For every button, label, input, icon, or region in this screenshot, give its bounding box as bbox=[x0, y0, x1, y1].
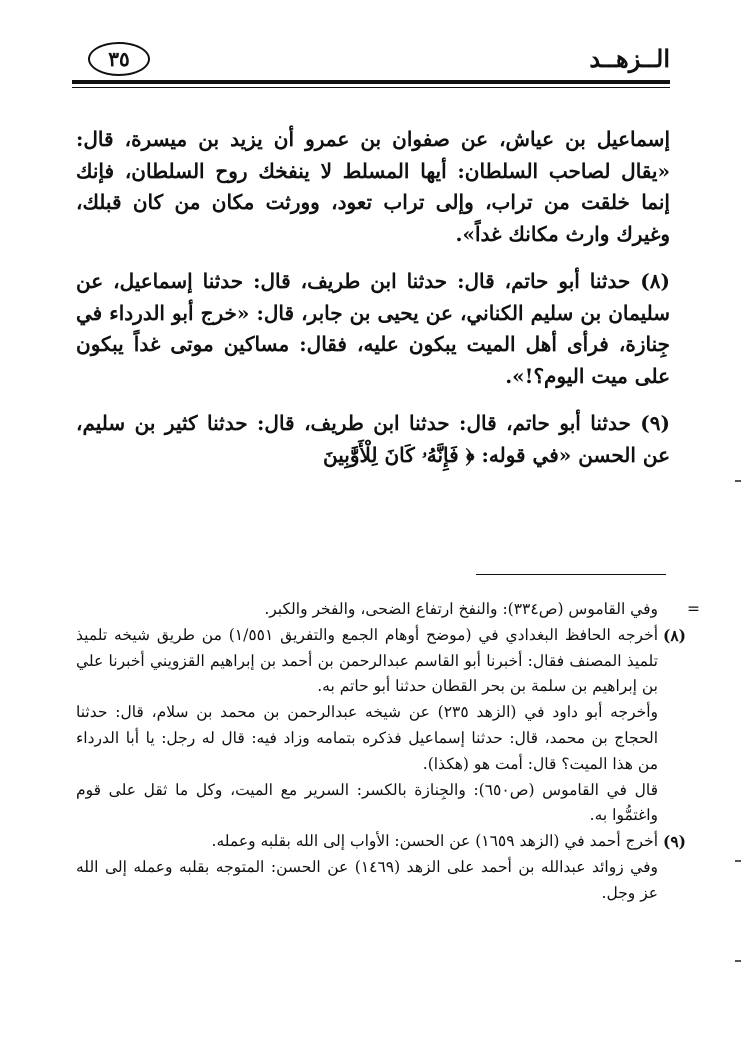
paragraph-3-text: (٩) حدثنا أبو حاتم، قال: حدثنا ابن طريف، قال: حدثنا كثير بن سليم، عن الحسن «في قوله: bbox=[76, 411, 670, 467]
footnote-8-line-1: أخرجه الحافظ البغدادي في (موضح أوهام الجمع والتفريق ١/٥٥١) من طريق شيخه تلميذ تلميذ المصنف فقال: أخبرنا أبو القاسم عبدالرحمن بن أحمد بن إبراهيم القزويني أخبرنا علي بن إبراهيم بن سلمة بن بحر القطان حدثنا أبو حاتم به. bbox=[76, 625, 658, 696]
margin-mark bbox=[735, 860, 741, 862]
footnote-9-marker: (٩) bbox=[662, 832, 686, 852]
page-number: ٣٥ bbox=[88, 42, 150, 76]
margin-mark bbox=[735, 960, 741, 962]
footnote-9-line-2: وفي زوائد عبدالله بن أحمد على الزهد (١٤٦٩) عن الحسن: المتوجه بقلبه وعمله إلى الله عز وجل. bbox=[76, 857, 658, 902]
footnote-8-line-3: قال في القاموس (ص٦٥٠): والجِنازة بالكسر: السرير مع الميت، وكل ما ثقل على قوم واغتمُّوا به. bbox=[76, 780, 658, 825]
paragraph-1: إسماعيل بن عياش، عن صفوان بن عمرو أن يزيد بن ميسرة، قال: «يقال لصاحب السلطان: أيها المسلط لا ينفخك روح السلطان، فإنك إنما خلقت من تراب، وإلى تراب تعود، وورثت مكان من كان قبلك، وغيرك وارث مكانك غداً». bbox=[76, 127, 670, 246]
continuation-marker: = bbox=[687, 600, 700, 618]
footnote-8-marker: (٨) bbox=[662, 625, 686, 645]
footnote-8 bbox=[76, 623, 686, 700]
running-title: الــزهــد bbox=[589, 44, 670, 73]
quran-verse: ﴿ فَإِنَّهُۥ كَانَ لِلْأَوَّٰبِينَ bbox=[323, 442, 475, 467]
footnotes bbox=[76, 597, 700, 907]
footnote-9-line-1: أخرج أحمد في (الزهد ١٦٥٩) عن الحسن: الأواب إلى الله بقلبه وعمله. bbox=[211, 832, 658, 851]
header-rule-thin bbox=[72, 87, 670, 88]
footnote-continuation bbox=[76, 597, 700, 623]
footnote-separator bbox=[476, 574, 666, 575]
footnote-8-line-2: وأخرجه أبو داود في (الزهد ٢٣٥) عن شيخه عبدالرحمن بن محمد بن سلام، قال: حدثنا الحجاج بن محمد، قال: حدثنا إسماعيل فذكره بتمامه وزاد فيه: قال له رجل: يا أبا الدرداء من هذا الميت؟ قال: أمت هو (هكذا). bbox=[76, 703, 658, 773]
page-header bbox=[72, 38, 670, 88]
header-rule-thick bbox=[72, 80, 670, 84]
paragraph-3 bbox=[76, 408, 670, 471]
paragraph-2: (٨) حدثنا أبو حاتم، قال: حدثنا ابن طريف، قال: حدثنا إسماعيل، عن سليمان بن سليم الكناني، عن يحيى بن جابر، قال: «خرج أبو الدرداء في جِنازة، فرأى أهل الميت يبكون عليه، فقال: مساكين موتى غداً يبكون على ميت اليوم؟!». bbox=[76, 269, 670, 388]
main-text bbox=[76, 124, 670, 487]
margin-mark bbox=[735, 480, 741, 482]
footnote-9 bbox=[76, 829, 686, 855]
footnote-continuation-text: وفي القاموس (ص٣٣٤): والنفخ ارتفاع الضحى، والفخر والكبر. bbox=[264, 600, 658, 618]
